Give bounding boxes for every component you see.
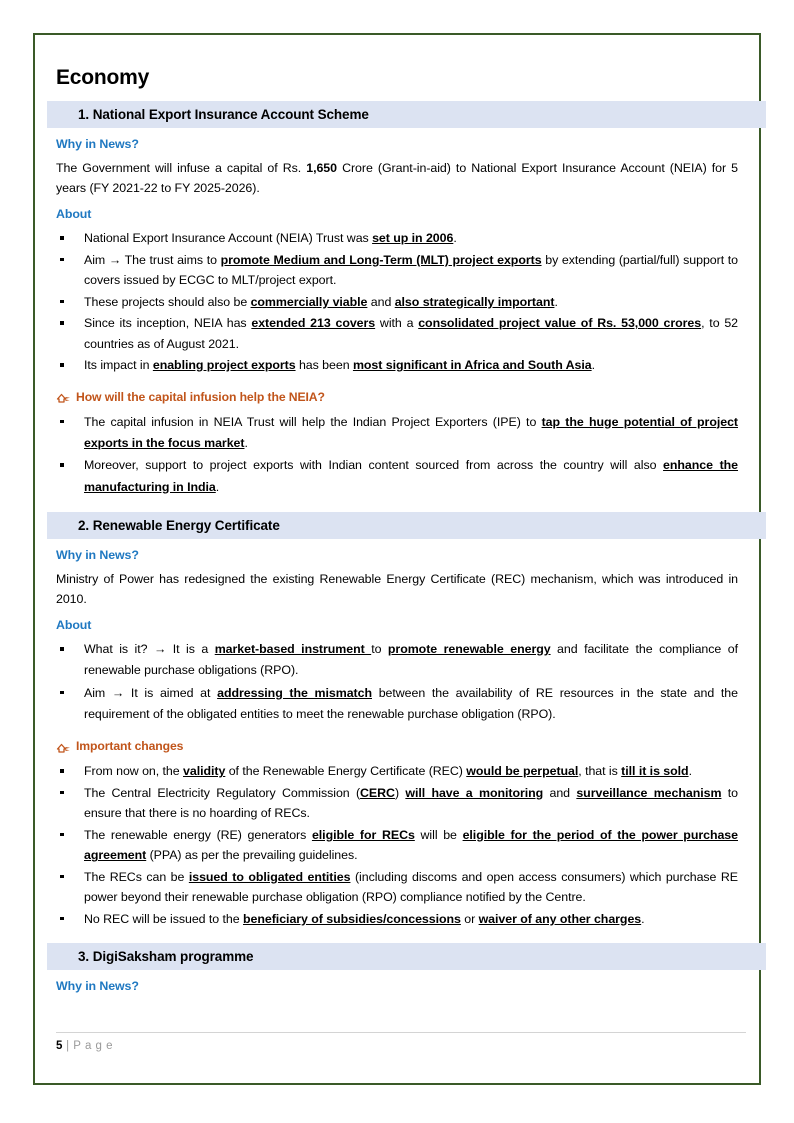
about-heading-1: About: [56, 207, 92, 222]
document-content: [56, 66, 738, 1000]
text-part: with a: [375, 316, 419, 331]
text-part: The Central Electricity Regulatory Commission (: [84, 785, 361, 800]
section-header-1: 1. National Export Insurance Account Scheme: [47, 101, 766, 128]
text-emphasis: tap the huge potential of project exports in the focus market: [84, 414, 738, 450]
list-item: [56, 783, 738, 824]
text-part: or: [460, 911, 479, 926]
list-item: [56, 313, 738, 354]
text-part: (including discoms and open access consumers) which purchase RE power beyond their renewable purchase obligation (RPO) compliance notified by the Centre.: [84, 869, 739, 905]
text-emphasis: extended 213 covers: [251, 316, 376, 331]
list-item: [56, 228, 738, 248]
text-part: has been: [295, 358, 353, 373]
text-emphasis: addressing the mismatch: [217, 685, 372, 700]
text-emphasis: set up in 2006: [372, 231, 454, 246]
text-emphasis: promote Medium and Long-Term (MLT) project exports: [220, 252, 542, 267]
text-emphasis: most significant in Africa and South Asia: [352, 358, 592, 373]
footer-separator: |: [62, 1040, 74, 1052]
text-part: .: [453, 231, 457, 246]
why-in-news-heading-1: Why in News?: [56, 137, 139, 152]
text-part: , that is: [578, 764, 622, 779]
capital-infusion-heading: [56, 390, 738, 404]
text-part: From now on, the: [84, 764, 184, 779]
orange-heading-label: Important changes: [76, 739, 184, 754]
text-emphasis: would be perpetual: [466, 764, 579, 779]
text-part: and: [543, 785, 577, 800]
text-emphasis: issued to obligated entities: [188, 869, 351, 884]
page-title: Economy: [56, 66, 150, 89]
list-item: [56, 825, 738, 866]
why-in-news-heading-2: Why in News?: [56, 547, 139, 562]
text-part: will be: [414, 827, 463, 842]
text-part: and facilitate the compliance of renewable purchase obligations (RPO).: [84, 642, 738, 678]
list-item: [56, 639, 738, 682]
text-part: No REC will be issued to the: [84, 911, 244, 926]
section-header-2: 2. Renewable Energy Certificate: [47, 512, 766, 539]
text-part: The capital infusion in NEIA Trust will help the Indian Project Exporters (IPE) to: [84, 414, 542, 429]
why-in-news-paragraph-1: [56, 158, 738, 198]
list-item: [56, 355, 738, 375]
text-part: Moreover, support to project exports with Indian content sourced from across the country will also: [84, 458, 664, 473]
text-part: These projects should also be: [84, 294, 251, 309]
why-in-news-heading-3: Why in News?: [56, 979, 139, 994]
text-part: The renewable energy (RE) generators: [84, 827, 312, 842]
list-item: [56, 761, 738, 781]
text-emphasis: till it is sold: [621, 764, 689, 779]
text-part: What is it? → It is a: [84, 642, 215, 657]
list-item: [56, 292, 738, 312]
text-part: Aim → The trust aims to: [84, 252, 221, 267]
page-footer: [56, 1032, 746, 1052]
text-emphasis: commercially viable: [250, 294, 368, 309]
text-part: between the availability of RE resources in the state and the requirement of the obligated entities to meet the renewable purchase obligation (RPO).: [84, 685, 738, 722]
text-emphasis: validity: [183, 764, 226, 779]
text-part: Its impact in: [84, 358, 153, 373]
text-part: .: [215, 479, 220, 494]
text-part: .: [641, 911, 645, 926]
text-part: The Government will infuse a capital of Rs.: [56, 161, 307, 176]
text-part: National Export Insurance Account (NEIA) Trust was: [84, 231, 373, 246]
about-heading-2: About: [56, 618, 92, 633]
text-part: .: [244, 435, 248, 450]
text-emphasis: enhance the manufacturing in India: [84, 458, 739, 494]
text-part: of the Renewable Energy Certificate (REC): [225, 764, 467, 779]
text-part: .: [591, 358, 596, 373]
list-item: [56, 250, 738, 291]
text-emphasis: beneficiary of subsidies/concessions: [243, 911, 461, 926]
page-number: 5: [56, 1040, 63, 1052]
list-item: [56, 683, 738, 726]
list-item: [56, 867, 738, 908]
text-part: by extending (partial/full) support to covers issued by ECGC to MLT/project export.: [84, 252, 739, 288]
pointing-hand-icon: [56, 741, 71, 754]
text-part: ): [394, 785, 406, 800]
text-part: and: [367, 294, 395, 309]
text-part: Crore (Grant-in-aid) to National Export Insurance Account (NEIA) for 5 years (FY 2021-22 to FY 2025-2026).: [56, 161, 738, 196]
text-emphasis: will have a monitoring: [405, 785, 544, 800]
footer-divider: [56, 1032, 746, 1033]
pointing-hand-icon: [56, 391, 71, 404]
about-bullet-list-2: [56, 639, 738, 725]
why-in-news-paragraph-2: Ministry of Power has redesigned the existing Renewable Energy Certificate (REC) mechanism, which was introduced in 2010.: [56, 571, 738, 606]
footer-page-label: [56, 1040, 746, 1052]
text-part: .: [688, 764, 692, 779]
text-part: .: [554, 294, 558, 309]
text-emphasis: waiver of any other charges: [478, 911, 642, 926]
text-part: to ensure that there is no hoarding of RECs.: [84, 785, 738, 821]
footer-page-word: P a g e: [73, 1040, 114, 1052]
text-emphasis: consolidated project value of Rs. 53,000 crores: [418, 316, 702, 331]
capital-infusion-bullet-list: [56, 412, 738, 498]
text-emphasis: also strategically important: [394, 294, 555, 309]
text-emphasis: CERC: [360, 785, 395, 800]
section-header-3: 3. DigiSaksham programme: [47, 943, 766, 970]
text-emphasis: promote renewable energy: [387, 642, 551, 657]
text-emphasis: eligible for the period of the power purchase agreement: [84, 827, 738, 863]
important-changes-bullet-list: [56, 761, 738, 929]
orange-heading-label: How will the capital infusion help the NEIA?: [76, 389, 325, 404]
text-part: , to 52 countries as of August 2021.: [84, 316, 739, 351]
text-emphasis: surveillance mechanism: [576, 785, 722, 800]
text-emphasis: eligible for RECs: [311, 827, 415, 842]
list-item: [56, 455, 738, 498]
text-part: Aim → It is aimed at: [84, 685, 218, 700]
text-part: The RECs can be: [84, 869, 189, 884]
list-item: [56, 412, 738, 455]
text-part: to: [371, 642, 388, 657]
list-item: [56, 909, 738, 929]
important-changes-heading: [56, 739, 738, 753]
text-part: Since its inception, NEIA has: [84, 316, 252, 331]
about-bullet-list-1: [56, 228, 738, 375]
text-emphasis: enabling project exports: [152, 358, 296, 373]
text-emphasis: market-based instrument: [214, 642, 372, 657]
text-bold: 1,650: [306, 161, 337, 176]
text-part: (PPA) as per the prevailing guidelines.: [146, 848, 358, 863]
